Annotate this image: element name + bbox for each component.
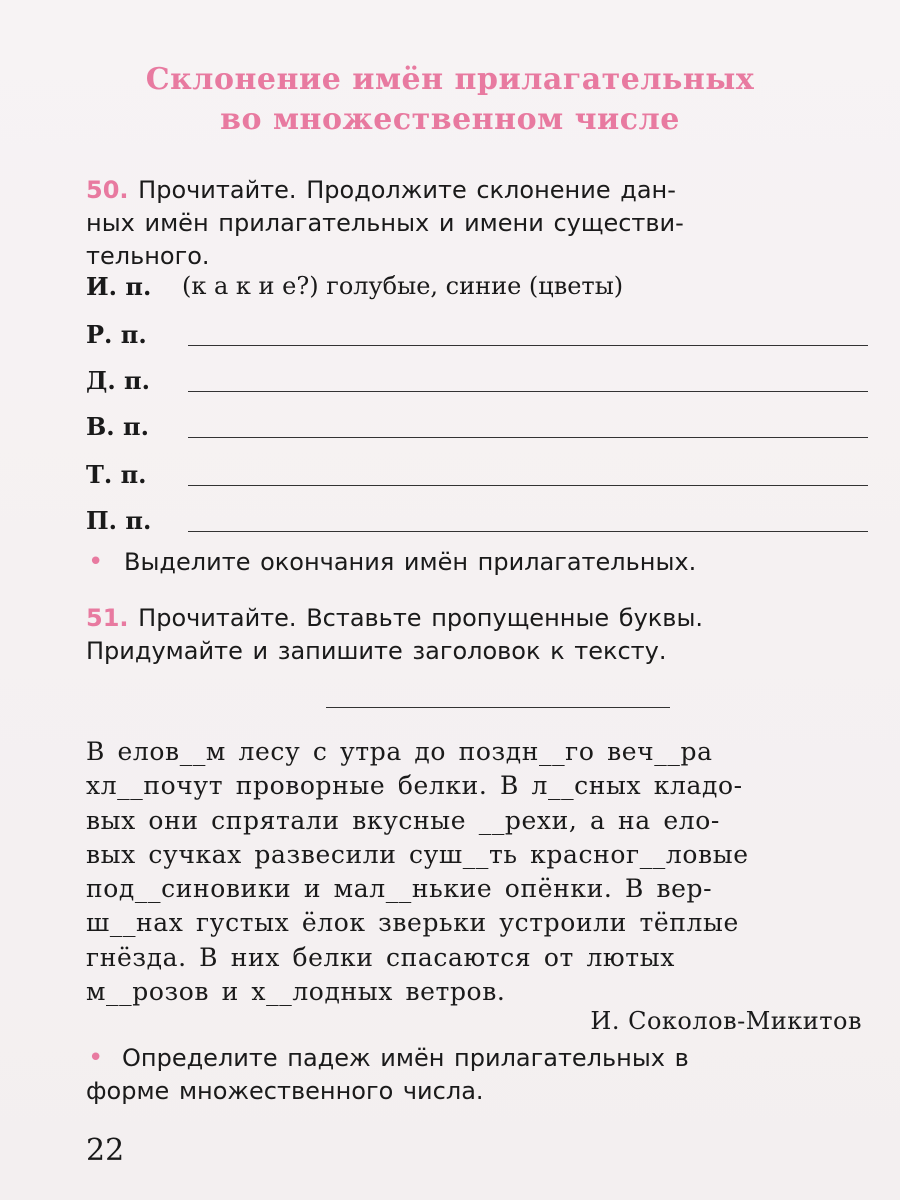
story-line: В елов__м лесу с утра до поздн__го веч__ра — [86, 737, 713, 766]
title-answer-line[interactable] — [326, 707, 670, 708]
story-line: под__синовики и мал__нькие опёнки. В вер- — [86, 874, 713, 904]
case-row-nominative — [86, 272, 868, 302]
story-line: м__розов и х__лодных ветров. — [86, 977, 506, 1007]
case-label: Р. п. — [86, 320, 147, 349]
exercise-50-instructions — [86, 174, 866, 273]
exercise-51-number: 51. — [86, 604, 129, 632]
story-line: гнёзда. В них белки спасаются от лютых — [86, 942, 675, 972]
case-row-genitive — [86, 320, 868, 350]
ex50-line-3: тельного. — [86, 242, 210, 270]
case-label: Т. п. — [86, 460, 147, 489]
answer-line[interactable] — [188, 485, 868, 486]
story-author: И. Соколов-Микитов — [590, 1007, 862, 1035]
exercise-51-task — [86, 1042, 866, 1108]
ex51-line-2: Придумайте и запишите заголовок к тексту. — [86, 637, 667, 665]
answer-line[interactable] — [188, 531, 868, 532]
exercise-50-task: Выделите окончания имён прилагательных. — [124, 548, 697, 576]
story-text — [86, 735, 868, 1009]
answer-line[interactable] — [188, 391, 868, 392]
section-title-line-2: во множественном числе — [220, 102, 680, 137]
answer-line[interactable] — [188, 345, 868, 346]
case-example: (к а к и е?) голубые, синие (цветы) — [182, 272, 624, 300]
story-line: вых сучках развесили суш__ть красног__ловые — [86, 839, 749, 869]
story-line: ш__нах густых ёлок зверьки устроили тёплые — [86, 908, 739, 938]
exercise-50-number: 50. — [86, 176, 129, 204]
story-line: вых они спрятали вкусные __рехи, а на ело- — [86, 805, 720, 835]
ex51-task-line-1: Определите падеж имён прилагательных в — [122, 1044, 689, 1072]
ex51-line-1: Прочитайте. Вставьте пропущенные буквы. — [138, 604, 704, 632]
story-line: хл__почут проворные белки. В л__сных кладо- — [86, 771, 743, 801]
bullet-icon: • — [88, 1043, 104, 1073]
answer-line[interactable] — [188, 437, 868, 438]
case-row-prepositional — [86, 506, 868, 536]
ex50-line-1: Прочитайте. Продолжите склонение дан- — [138, 176, 676, 204]
case-row-instrumental — [86, 460, 868, 490]
case-label: В. п. — [86, 412, 149, 441]
page-number: 22 — [86, 1133, 125, 1168]
ex51-task-line-2: форме множественного числа. — [86, 1077, 484, 1105]
case-label: Д. п. — [86, 366, 150, 395]
case-row-dative — [86, 366, 868, 396]
case-label: П. п. — [86, 506, 152, 535]
section-title-line-1: Склонение имён прилагательных — [145, 62, 755, 97]
exercise-51-instructions — [86, 602, 866, 668]
case-row-accusative — [86, 412, 868, 442]
ex50-line-2: ных имён прилагательных и имени существи- — [86, 209, 684, 237]
bullet-icon: • — [88, 547, 104, 577]
case-label: И. п. — [86, 272, 152, 301]
